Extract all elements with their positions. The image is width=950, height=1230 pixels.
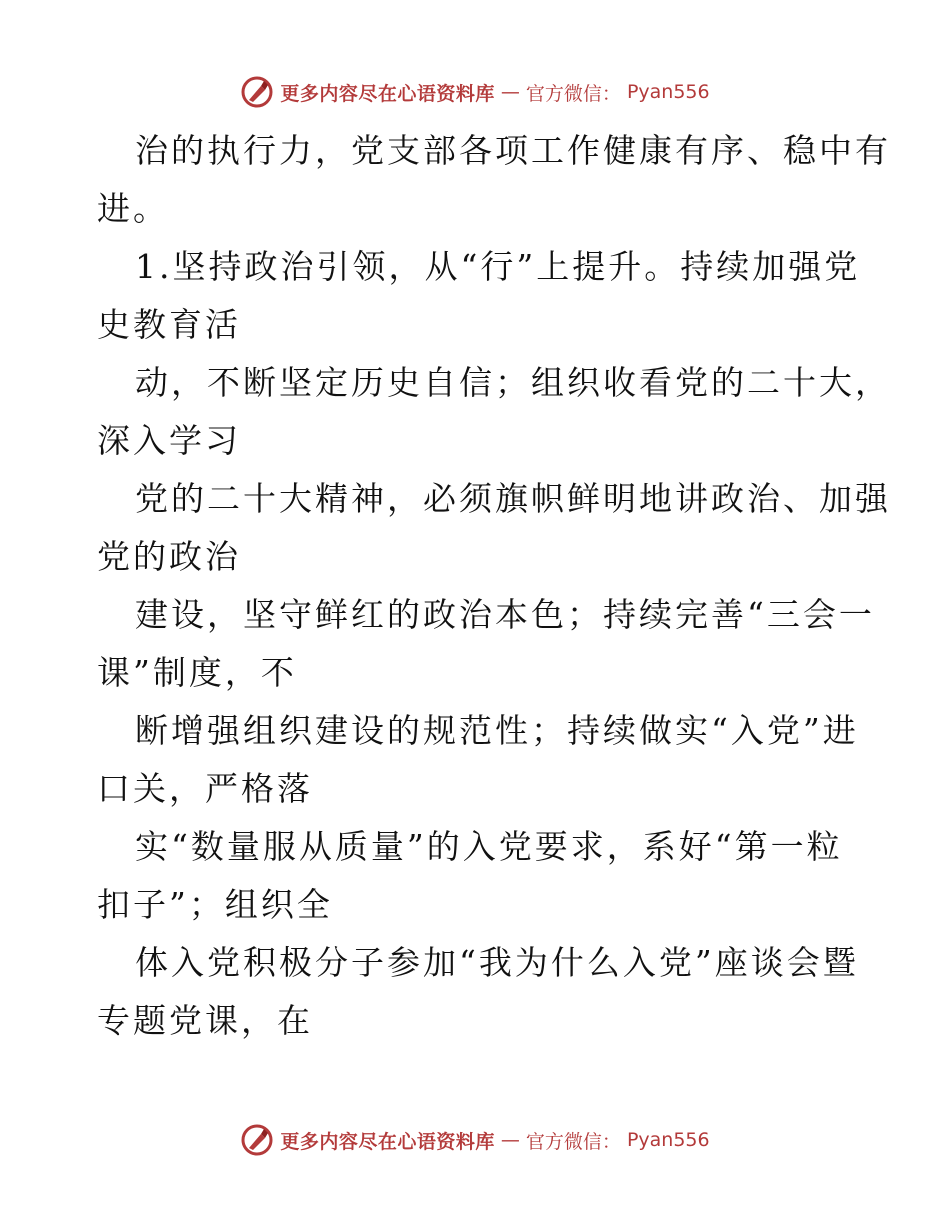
body-line: 体入党积极分子参加“我为什么入党”座谈会暨 xyxy=(135,943,859,982)
watermark-wechat-id: Pyan556 xyxy=(626,81,710,103)
body-line: 专题党课，在 xyxy=(97,1001,313,1040)
body-line: 动，不断坚定历史自信；组织收看党的二十大， xyxy=(135,363,891,402)
body-line: 深入学习 xyxy=(97,421,241,460)
body-line: 课”制度，不 xyxy=(97,653,297,692)
body-line: 实“数量服从质量”的入党要求，系好“第一粒 xyxy=(135,827,843,866)
body-line: 治的执行力，党支部各项工作健康有序、稳中有 xyxy=(135,131,891,170)
footer-watermark xyxy=(0,1120,950,1160)
document-body xyxy=(97,122,891,1050)
body-line: 党的政治 xyxy=(97,537,241,576)
body-line: 扣子”；组织全 xyxy=(97,885,333,924)
watermark-dash: — xyxy=(500,1129,520,1151)
watermark-site-text: 更多内容尽在心语资料库 xyxy=(280,82,495,105)
header-watermark xyxy=(0,72,950,112)
body-line: 进。 xyxy=(97,189,169,228)
watermark-wechat-id: Pyan556 xyxy=(626,1129,710,1151)
watermark-wechat-label: 官方微信： xyxy=(525,82,621,105)
watermark-dash: — xyxy=(500,81,520,103)
watermark-site-text: 更多内容尽在心语资料库 xyxy=(280,1130,495,1153)
body-line: 断增强组织建设的规范性；持续做实“入党”进 xyxy=(135,711,859,750)
pen-nib-logo-icon xyxy=(240,75,274,109)
pen-nib-logo-icon xyxy=(240,1123,274,1157)
watermark-wechat-label: 官方微信： xyxy=(525,1130,621,1153)
body-line: 史教育活 xyxy=(97,305,241,344)
body-line: 1.坚持政治引领，从“行”上提升。持续加强党 xyxy=(135,247,861,286)
body-line: 党的二十大精神，必须旗帜鲜明地讲政治、加强 xyxy=(135,479,891,518)
body-line: 口关，严格落 xyxy=(97,769,313,808)
body-line: 建设，坚守鲜红的政治本色；持续完善“三会一 xyxy=(135,595,875,634)
